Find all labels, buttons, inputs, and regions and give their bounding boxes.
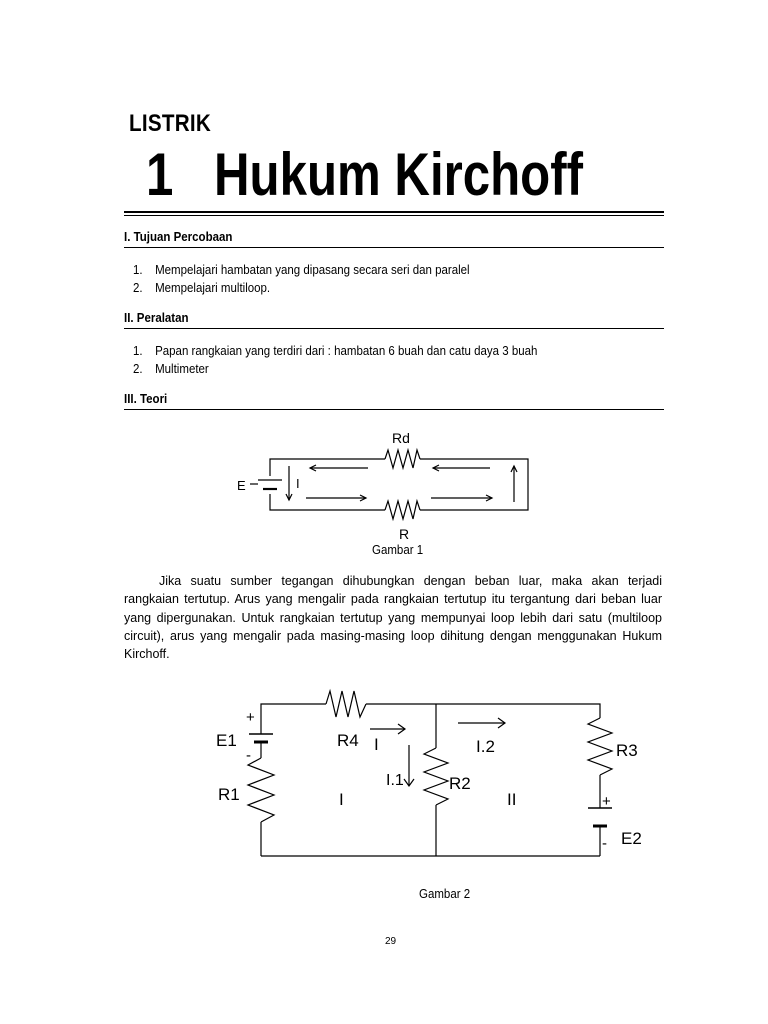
list-text: Mempelajari hambatan yang dipasang secara seri dan paralel [155, 263, 470, 277]
label-loop-1: I [339, 790, 344, 809]
label-i: I [296, 476, 300, 491]
section-heading-teori: III. Teori [124, 392, 168, 406]
page-number: 29 [385, 936, 397, 947]
body-paragraph: Jika suatu sumber tegangan dihubungkan dengan beban luar, maka akan terjadi rangkaian tertutup. Arus yang mengalir pada rangkaian tertutup itu tergantung dari beban luar yang dipergunakan. Untuk rangkaian tertutup yang mempunyai loop lebih dari satu (multiloop circuit), arus yang mengalir pada masing-masing loop dihitung dengan menggunakan Hukum Kirchoff. [124, 574, 662, 662]
label-e1: E1 [216, 731, 237, 750]
label-e: E [237, 478, 246, 493]
chapter-title-text: Hukum Kirchoff [214, 141, 583, 208]
section-heading-tujuan: I. Tujuan Percobaan [124, 230, 233, 244]
list-text: Mempelajari multiloop. [155, 281, 271, 295]
label-i1: I.1 [386, 772, 404, 789]
chapter-number: 1 [146, 141, 174, 208]
label-plus2: + [602, 793, 611, 810]
figure-1-caption: Gambar 1 [372, 543, 424, 557]
list-text: Multimeter [155, 362, 209, 376]
list-number: 2. [133, 281, 143, 295]
label-r2: R2 [449, 774, 471, 793]
label-r3: R3 [616, 741, 638, 760]
figure-2-caption: Gambar 2 [419, 887, 471, 901]
label-e2: E2 [621, 829, 642, 848]
section-heading-peralatan: II. Peralatan [124, 311, 189, 325]
list-number: 2. [133, 362, 143, 376]
list-number: 1. [133, 344, 143, 358]
label-current-i: I [374, 735, 379, 754]
list-text: Papan rangkaian yang terdiri dari : hambatan 6 buah dan catu daya 3 buah [155, 344, 538, 358]
label-loop-2: II [507, 790, 517, 809]
list-number: 1. [133, 263, 143, 277]
label-minus2: - [602, 835, 607, 852]
label-minus1: - [246, 747, 251, 764]
label-plus1: + [246, 709, 255, 726]
label-rd: Rd [392, 430, 410, 446]
chapter-label: LISTRIK [129, 110, 212, 137]
label-i2: I.2 [476, 737, 495, 756]
label-r: R [399, 526, 410, 542]
label-r4: R4 [337, 731, 359, 750]
label-r1: R1 [218, 785, 240, 804]
